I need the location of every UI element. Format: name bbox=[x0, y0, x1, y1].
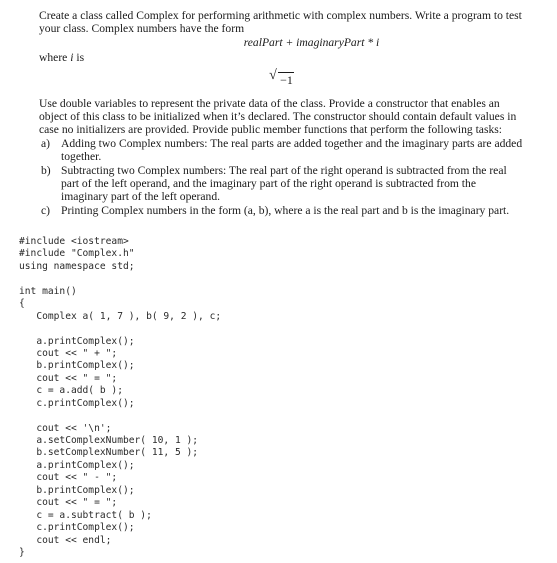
code-line: using namespace std; bbox=[19, 260, 135, 272]
radical-sign: √ bbox=[269, 67, 277, 83]
code-line bbox=[19, 323, 221, 335]
intro-paragraph: Create a class called Complex for performing arithmetic with complex numbers. Write a program to test your class. Complex numbers have the form bbox=[39, 9, 522, 36]
complex-form-formula: realPart + imaginaryPart * i bbox=[243, 35, 380, 49]
task-marker: b) bbox=[41, 163, 51, 177]
code-line: c.printComplex(); bbox=[19, 397, 135, 409]
code-line: c = a.subtract( b ); bbox=[19, 509, 152, 521]
code-listing bbox=[19, 236, 221, 559]
code-line: b.printComplex(); bbox=[19, 360, 135, 372]
code-line: #include <iostream> bbox=[19, 236, 129, 247]
code-line: b.setComplexNumber( 11, 5 ); bbox=[19, 447, 199, 459]
code-line: c.printComplex(); bbox=[19, 522, 135, 534]
task-text: Printing Complex numbers in the form (a, b), where a is the real part and b is the imaginary part. bbox=[61, 203, 510, 217]
code-line: cout << " - "; bbox=[19, 472, 118, 484]
code-line: #include "Complex.h" bbox=[19, 248, 135, 260]
code-line: cout << " + "; bbox=[19, 347, 118, 359]
code-line: Complex a( 1, 7 ), b( 9, 2 ), c; bbox=[19, 310, 222, 322]
code-line: c = a.add( b ); bbox=[19, 385, 123, 397]
task-item bbox=[39, 204, 524, 217]
code-line: cout << '\n'; bbox=[19, 422, 112, 434]
code-line: cout << " = "; bbox=[19, 372, 118, 384]
task-item bbox=[39, 137, 524, 164]
where-prefix: where bbox=[39, 51, 71, 65]
task-text: Adding two Complex numbers: The real parts are added together and the imaginary parts are added together. bbox=[61, 136, 523, 164]
radicand: −1 bbox=[280, 72, 293, 87]
task-marker: a) bbox=[41, 136, 51, 150]
code-line bbox=[19, 410, 221, 422]
code-line: cout << " = "; bbox=[19, 497, 118, 509]
task-list bbox=[39, 137, 524, 217]
description-paragraph: Use double variables to represent the private data of the class. Provide a constructor that enables an object of this class to be initialized when it’s declared. The constructor should contain default values in case no initializers are provided. Provide public member functions that perform the following tasks: bbox=[39, 96, 517, 137]
task-marker: c) bbox=[41, 203, 51, 217]
code-line: { bbox=[19, 298, 25, 310]
where-suffix: is bbox=[73, 51, 85, 65]
task-item bbox=[39, 164, 524, 204]
code-line: a.printComplex(); bbox=[19, 459, 135, 471]
where-variable: i bbox=[70, 51, 74, 65]
code-line: } bbox=[19, 546, 25, 558]
where-line bbox=[39, 51, 524, 64]
code-line: a.printComplex(); bbox=[19, 335, 135, 347]
code-line: b.printComplex(); bbox=[19, 484, 135, 496]
sqrt-expression bbox=[39, 67, 524, 90]
task-text: Subtracting two Complex numbers: The real part of the right operand is subtracted from the real part of the left operand, and the imaginary part of the right operand is subtracted from the imaginary part of the left operand. bbox=[61, 163, 507, 204]
code-line: int main() bbox=[19, 285, 77, 297]
code-line bbox=[19, 273, 221, 285]
code-line: a.setComplexNumber( 10, 1 ); bbox=[19, 435, 199, 446]
problem-statement bbox=[39, 9, 524, 217]
code-line: cout << endl; bbox=[19, 534, 112, 546]
